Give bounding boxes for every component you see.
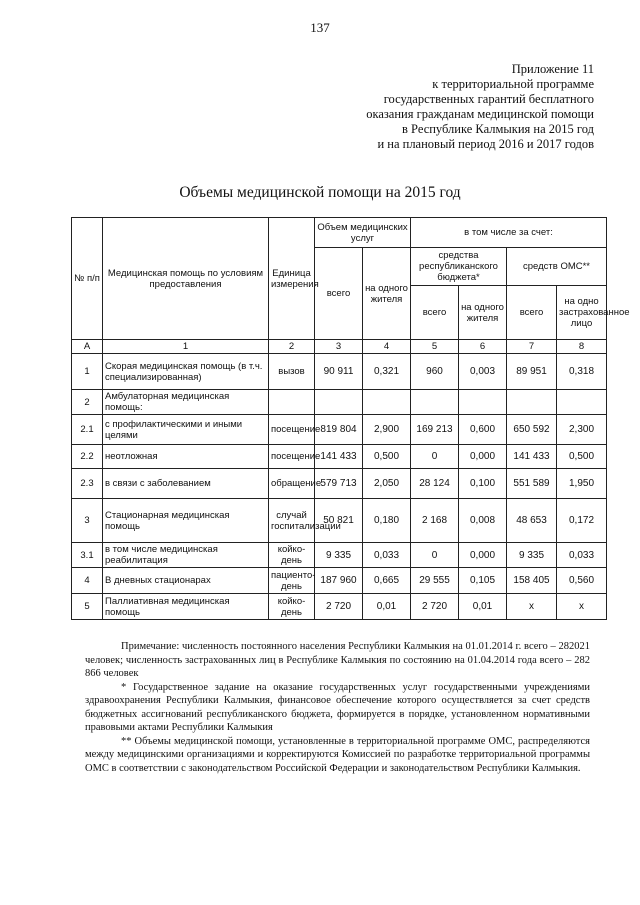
- row-rb-per-resident: 0,000: [459, 543, 507, 568]
- row-unit: посещение: [269, 445, 315, 469]
- row-unit: койко-день: [269, 594, 315, 620]
- row-number: 2.2: [72, 445, 103, 469]
- table-row: [72, 415, 607, 445]
- appendix-line: в Республике Калмыкия на 2015 год: [402, 122, 594, 136]
- row-care-type: неотложная: [103, 445, 269, 469]
- row-per-resident: 2,900: [363, 415, 411, 445]
- page-number: 137: [310, 20, 330, 35]
- row-per-resident: 2,050: [363, 469, 411, 499]
- row-rb-total: 169 213: [411, 415, 459, 445]
- table-row: [72, 594, 607, 620]
- header-per-resident: на одного жителя: [363, 248, 411, 340]
- row-rb-total: 28 124: [411, 469, 459, 499]
- row-care-type: с профилактическими и иными целями: [103, 415, 269, 445]
- row-oms-total: 48 653: [507, 499, 557, 543]
- row-per-resident: [363, 390, 411, 415]
- row-rb-total: 2 720: [411, 594, 459, 620]
- row-per-resident: 0,033: [363, 543, 411, 568]
- row-oms-per-insured: 0,560: [557, 568, 607, 594]
- note-oms: ** Объемы медицинской помощи, установленные в территориальной программе ОМС, распределяются между медицинскими организациями и корректируются Комиссией по разработке территориальной программы ОМС в соответствии с законодательством Российской Федерации и законодательством Республики Калмыкия.: [85, 735, 590, 774]
- row-per-resident: 0,665: [363, 568, 411, 594]
- row-total: 579 713: [315, 469, 363, 499]
- row-rb-per-resident: 0,100: [459, 469, 507, 499]
- table-row: [72, 390, 607, 415]
- index-cell: 8: [557, 340, 607, 354]
- row-per-resident: 0,01: [363, 594, 411, 620]
- row-oms-total: 551 589: [507, 469, 557, 499]
- index-cell: 1: [103, 340, 269, 354]
- row-rb-total: 29 555: [411, 568, 459, 594]
- row-oms-per-insured: 0,033: [557, 543, 607, 568]
- row-oms-per-insured: х: [557, 594, 607, 620]
- row-number: 4: [72, 568, 103, 594]
- header-oms: средств ОМС**: [507, 248, 607, 286]
- appendix-line: Приложение 11: [511, 62, 594, 76]
- row-care-type: Скорая медицинская помощь (в т.ч. специализированная): [103, 354, 269, 390]
- row-total: 90 911: [315, 354, 363, 390]
- row-rb-per-resident: 0,003: [459, 354, 507, 390]
- index-cell: 7: [507, 340, 557, 354]
- row-care-type: В дневных стационарах: [103, 568, 269, 594]
- note-state-task: * Государственное задание на оказание государственных услуг государственными учреждениями здравоохранения Республики Калмыкия, финансовое обеспечение которого осуществляется за счет средств бюджетных ассигнований республиканского бюджета, формируется в порядке, установленном нормативными правовыми актами Республики Калмыкия: [85, 681, 590, 733]
- header-volume: Объем медицинских услуг: [315, 218, 411, 248]
- header-oms-per-insured: на одно застрахованное лицо: [557, 286, 607, 340]
- header-num: № п/п: [72, 218, 103, 340]
- index-cell: 6: [459, 340, 507, 354]
- index-cell: 4: [363, 340, 411, 354]
- row-rb-per-resident: [459, 390, 507, 415]
- row-per-resident: 0,500: [363, 445, 411, 469]
- row-oms-per-insured: 0,172: [557, 499, 607, 543]
- row-number: 1: [72, 354, 103, 390]
- row-unit: койко-день: [269, 543, 315, 568]
- index-cell: 3: [315, 340, 363, 354]
- index-cell: А: [72, 340, 103, 354]
- table-row: [72, 354, 607, 390]
- row-total: 819 804: [315, 415, 363, 445]
- header-unit: Единица измерения: [269, 218, 315, 340]
- appendix-line: оказания гражданам медицинской помощи: [366, 107, 594, 121]
- row-rb-per-resident: 0,008: [459, 499, 507, 543]
- document-title: Объемы медицинской помощи на 2015 год: [179, 184, 461, 201]
- row-care-type: Стационарная медицинская помощь: [103, 499, 269, 543]
- row-per-resident: 0,180: [363, 499, 411, 543]
- row-rb-total: 2 168: [411, 499, 459, 543]
- row-number: 5: [72, 594, 103, 620]
- row-oms-total: 141 433: [507, 445, 557, 469]
- appendix-line: государственных гарантий бесплатного: [383, 92, 594, 106]
- header-total: всего: [315, 248, 363, 340]
- row-oms-total: х: [507, 594, 557, 620]
- row-rb-total: 0: [411, 445, 459, 469]
- row-total: 2 720: [315, 594, 363, 620]
- header-rb-per-resident: на одного жителя: [459, 286, 507, 340]
- notes: [85, 640, 590, 775]
- table-row: [72, 469, 607, 499]
- table-row: [72, 568, 607, 594]
- row-oms-per-insured: 1,950: [557, 469, 607, 499]
- row-total: 187 960: [315, 568, 363, 594]
- appendix-line: к территориальной программе: [432, 77, 594, 91]
- row-rb-per-resident: 0,600: [459, 415, 507, 445]
- header-including: в том числе за счет:: [411, 218, 607, 248]
- header-oms-total: всего: [507, 286, 557, 340]
- row-care-type: Амбулаторная медицинская помощь:: [103, 390, 269, 415]
- table-row: [72, 543, 607, 568]
- row-rb-total: 0: [411, 543, 459, 568]
- volumes-table: [71, 217, 630, 620]
- row-oms-per-insured: [557, 390, 607, 415]
- row-number: 2.1: [72, 415, 103, 445]
- row-oms-total: 89 951: [507, 354, 557, 390]
- row-unit: вызов: [269, 354, 315, 390]
- header-rb-total: всего: [411, 286, 459, 340]
- row-rb-per-resident: 0,01: [459, 594, 507, 620]
- row-care-type: в том числе медицинская реабилитация: [103, 543, 269, 568]
- row-care-type: в связи с заболеванием: [103, 469, 269, 499]
- row-rb-total: [411, 390, 459, 415]
- row-oms-total: [507, 390, 557, 415]
- row-oms-total: 9 335: [507, 543, 557, 568]
- row-oms-per-insured: 0,318: [557, 354, 607, 390]
- row-oms-per-insured: 2,300: [557, 415, 607, 445]
- note-population: Примечание: численность постоянного населения Республики Калмыкия на 01.01.2014 г. всего – 282021 человек; численность застрахованных лиц в Республике Калмыкия по состоянию на 01.04.2014 года всего – 282 866 человек: [85, 641, 590, 679]
- header-care: Медицинская помощь по условиям предоставления: [103, 218, 269, 340]
- index-cell: 2: [269, 340, 315, 354]
- row-total: [315, 390, 363, 415]
- row-oms-per-insured: 0,500: [557, 445, 607, 469]
- row-number: 2.3: [72, 469, 103, 499]
- row-total: 9 335: [315, 543, 363, 568]
- row-total: 141 433: [315, 445, 363, 469]
- row-unit: пациенто-день: [269, 568, 315, 594]
- row-unit: случай госпитализации: [269, 499, 315, 543]
- row-oms-total: 158 405: [507, 568, 557, 594]
- row-rb-per-resident: 0,105: [459, 568, 507, 594]
- row-unit: обращение: [269, 469, 315, 499]
- row-number: 3: [72, 499, 103, 543]
- row-number: 2: [72, 390, 103, 415]
- header-republic-budget: средства республиканского бюджета*: [411, 248, 507, 286]
- row-per-resident: 0,321: [363, 354, 411, 390]
- row-total: 50 821: [315, 499, 363, 543]
- appendix-line: и на плановый период 2016 и 2017 годов: [377, 137, 594, 151]
- index-cell: 5: [411, 340, 459, 354]
- row-unit: посещение: [269, 415, 315, 445]
- table-row: [72, 499, 607, 543]
- appendix-header: [294, 62, 594, 152]
- row-rb-total: 960: [411, 354, 459, 390]
- row-oms-total: 650 592: [507, 415, 557, 445]
- row-unit: [269, 390, 315, 415]
- row-number: 3.1: [72, 543, 103, 568]
- row-care-type: Паллиативная медицинская помощь: [103, 594, 269, 620]
- row-rb-per-resident: 0,000: [459, 445, 507, 469]
- table-row: [72, 445, 607, 469]
